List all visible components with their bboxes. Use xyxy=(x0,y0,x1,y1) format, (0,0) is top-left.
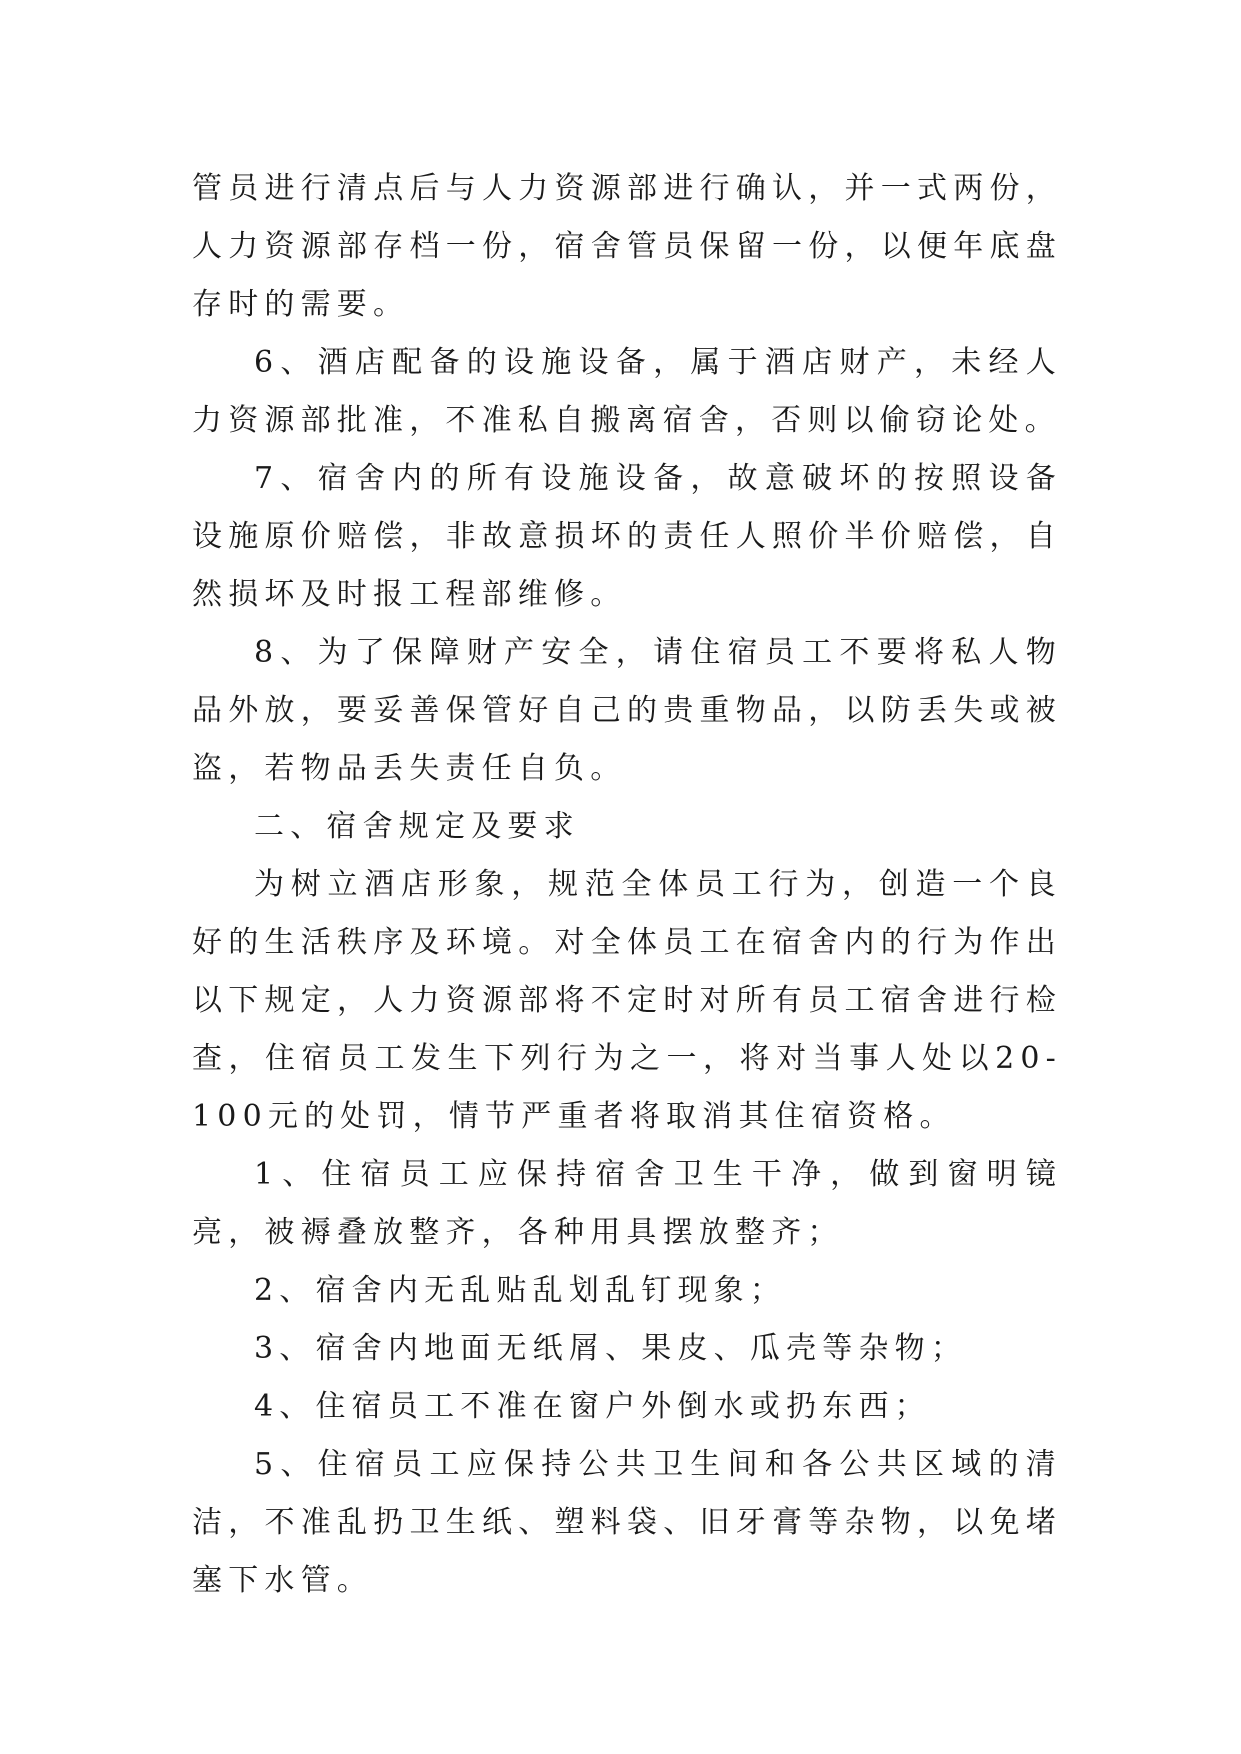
paragraph-item-6: 6、酒店配备的设施设备，属于酒店财产，未经人力资源部批准，不准私自搬离宿舍，否则以偷窃论处。 xyxy=(192,345,1062,438)
rule-item-1: 1、住宿员工应保持宿舍卫生干净，做到窗明镜亮，被褥叠放整齐，各种用具摆放整齐； xyxy=(192,1157,1062,1250)
rule-item-5: 5、住宿员工应保持公共卫生间和各公共区域的清洁，不准乱扔卫生纸、塑料袋、旧牙膏等杂物，以免堵塞下水管。 xyxy=(192,1447,1062,1598)
rule-item-4: 4、住宿员工不准在窗户外倒水或扔东西； xyxy=(254,1389,931,1424)
rule-item-2: 2、宿舍内无乱贴乱划乱钉现象； xyxy=(254,1273,787,1308)
paragraph-item-8: 8、为了保障财产安全，请住宿员工不要将私人物品外放，要妥善保管好自己的贵重物品，以防丢失或被盗，若物品丢失责任自负。 xyxy=(192,635,1062,786)
paragraph-item-7: 7、宿舍内的所有设施设备，故意破坏的按照设备设施原价赔偿，非故意损坏的责任人照价半价赔偿，自然损坏及时报工程部维修。 xyxy=(192,461,1062,612)
rule-item-3: 3、宿舍内地面无纸屑、果皮、瓜壳等杂物； xyxy=(254,1331,968,1366)
paragraph-continuation: 管员进行清点后与人力资源部进行确认，并一式两份，人力资源部存档一份，宿舍管员保留一份，以便年底盘存时的需要。 xyxy=(192,171,1062,322)
section-heading: 二、宿舍规定及要求 xyxy=(254,809,580,844)
section-intro-paragraph: 为树立酒店形象，规范全体员工行为，创造一个良好的生活秩序及环境。对全体员工在宿舍内的行为作出以下规定，人力资源部将不定时对所有员工宿舍进行检查，住宿员工发生下列行为之一，将对当事人处以20-100元的处罚，情节严重者将取消其住宿资格。 xyxy=(192,867,1062,1134)
body-text xyxy=(192,160,1062,1610)
